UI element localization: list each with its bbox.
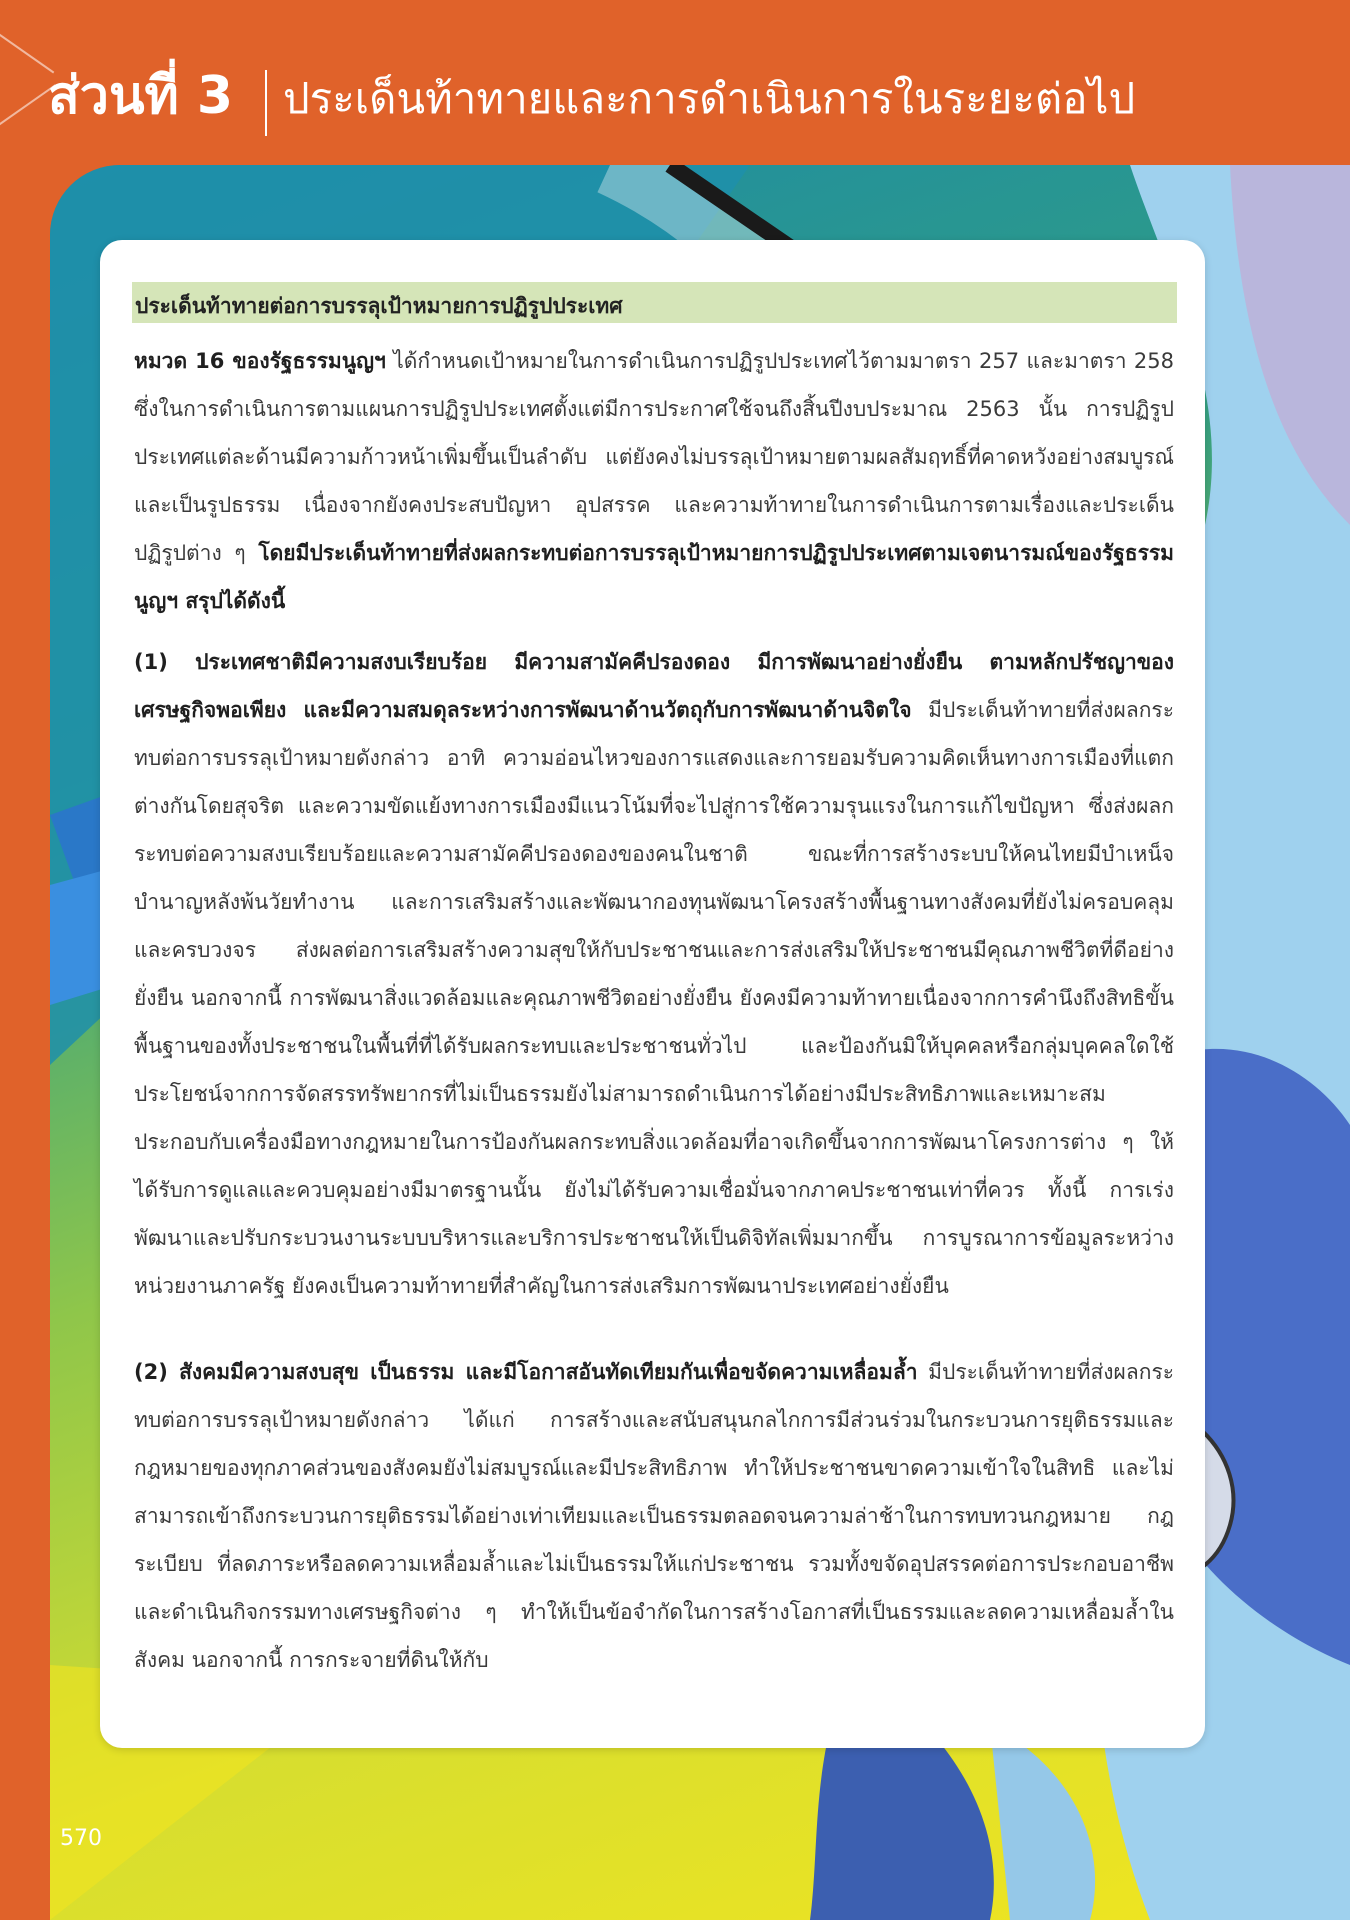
section-heading-band [132, 282, 1177, 323]
section-label: ส่วนที่ 3 [48, 66, 234, 126]
item-1-lead-bold: (1) ประเทศชาติมีความสงบเรียบร้อย มีความสามัคคีปรองดอง มีการพัฒนาอย่างยั่งยืน ตามหลักปรัชญาของเศรษฐกิจพอเพียง และมีความสมดุลระหว่างการพัฒนาด้านวัตถุกับการพัฒนาด้านจิตใจ [134, 650, 1174, 722]
section-heading: ประเด็นท้าทายต่อการบรรลุเป้าหมายการปฏิรูปประเทศ [135, 294, 623, 318]
header-divider [265, 70, 267, 136]
item-2-body: มีประเด็นท้าทายที่ส่งผลกระทบต่อการบรรลุเป้าหมายดังกล่าว ได้แก่ การสร้างและสนับสนุนกลไกการมีส่วนร่วมในกระบวนการยุติธรรมและกฎหมายของทุกภาคส่วนของสังคมยังไม่สมบูรณ์และมีประสิทธิภาพ ทำให้ประชาชนขาดความเข้าใจในสิทธิ และไม่สามารถเข้าถึงกระบวนการยุติธรรมได้อย่างเท่าเทียมและเป็นธรรมตลอดจนความล่าช้าในการทบทวนกฎหมาย กฎระเบียบ ที่ลดภาระหรือลดความเหลื่อมล้ำและไม่เป็นธรรมให้แก่ประชาชน รวมทั้งขจัดอุปสรรคต่อการประกอบอาชีพและดำเนินกิจกรรมทางเศรษฐกิจต่าง ๆ ทำให้เป็นข้อจำกัดในการสร้างโอกาสที่เป็นธรรมและลดความเหลื่อมล้ำในสังคม นอกจากนี้ การกระจายที่ดินให้กับ [134, 1360, 1175, 1672]
item-2-lead-bold: (2) สังคมมีความสงบสุข เป็นธรรม และมีโอกาสอันทัดเทียมกันเพื่อขจัดความเหลื่อมล้ำ [134, 1360, 918, 1384]
item-1-paragraph [134, 638, 1174, 1310]
page-title: ประเด็นท้าทายและการดำเนินการในระยะต่อไป [283, 74, 1136, 123]
item-1-body: มีประเด็นท้าทายที่ส่งผลกระทบต่อการบรรลุเป้าหมายดังกล่าว อาทิ ความอ่อนไหวของการแสดงและการยอมรับความคิดเห็นทางการเมืองที่แตกต่างกันโดยสุจริต และความขัดแย้งทางการเมืองมีแนวโน้มที่จะไปสู่การใช้ความรุนแรงในการแก้ไขปัญหา ซึ่งส่งผลกระทบต่อความสงบเรียบร้อยและความสามัคคีปรองดองของคนในชาติ ขณะที่การสร้างระบบให้คนไทยมีบำเหน็จบำนาญหลังพ้นวัยทำงาน และการเสริมสร้างและพัฒนากองทุนพัฒนาโครงสร้างพื้นฐานทางสังคมที่ยังไม่ครอบคลุมและครบวงจร ส่งผลต่อการเสริมสร้างความสุขให้กับประชาชนและการส่งเสริมให้ประชาชนมีคุณภาพชีวิตที่ดีอย่างยั่งยืน นอกจากนี้ การพัฒนาสิ่งแวดล้อมและคุณภาพชีวิตอย่างยั่งยืน ยังคงมีความท้าทายเนื่องจากการคำนึงถึงสิทธิขั้นพื้นฐานของทั้งประชาชนในพื้นที่ที่ได้รับผลกระทบและประชาชนทั่วไป และป้องกันมิให้บุคคลหรือกลุ่มบุคคลใดใช้ประโยชน์จากการจัดสรรทรัพยากรที่ไม่เป็นธรรมยังไม่สามารถดำเนินการได้อย่างมีประสิทธิภาพและเหมาะสม ประกอบกับเครื่องมือทางกฎหมายในการป้องกันผลกระทบสิ่งแวดล้อมที่อาจเกิดขึ้นจากการพัฒนาโครงการต่าง ๆ ให้ได้รับการดูแลและควบคุมอย่างมีมาตรฐานนั้น ยังไม่ได้รับความเชื่อมั่นจากภาคประชาชนเท่าที่ควร ทั้งนี้ การเร่งพัฒนาและปรับกระบวนงานระบบบริหารและบริการประชาชนให้เป็นดิจิทัลเพิ่มมากขึ้น การบูรณาการข้อมูลระหว่างหน่วยงานภาครัฐ ยังคงเป็นความท้าทายที่สำคัญในการส่งเสริมการพัฒนาประเทศอย่างยั่งยืน [134, 698, 1174, 1298]
intro-lead-bold: หมวด 16 ของรัฐธรรมนูญฯ [134, 349, 386, 373]
intro-tail-bold: โดยมีประเด็นท้าทายที่ส่งผลกระทบต่อการบรรลุเป้าหมายการปฏิรูปประเทศตามเจตนารมณ์ของรัฐธรรมนูญฯ สรุปได้ดังนี้ [134, 541, 1174, 613]
page-number: 570 [60, 1826, 102, 1851]
header-band [0, 0, 1350, 165]
intro-paragraph [134, 337, 1174, 625]
header-decoration-line [0, 20, 54, 73]
intro-body: ได้กำหนดเป้าหมายในการดำเนินการปฏิรูปประเทศไว้ตามมาตรา 257 และมาตรา 258 ซึ่งในการดำเนินการตามแผนการปฏิรูปประเทศตั้งแต่มีการประกาศใช้จนถึงสิ้นปีงบประมาณ 2563 นั้น การปฏิรูปประเทศแต่ละด้านมีความก้าวหน้าเพิ่มขึ้นเป็นลำดับ แต่ยังคงไม่บรรลุเป้าหมายตามผลสัมฤทธิ์ที่คาดหวังอย่างสมบูรณ์และเป็นรูปธรรม เนื่องจากยังคงประสบปัญหา อุปสรรค และความท้าทายในการดำเนินการตามเรื่องและประเด็นปฏิรูปต่าง ๆ [134, 349, 1175, 565]
item-2-paragraph [134, 1348, 1174, 1684]
content-card [100, 240, 1205, 1748]
